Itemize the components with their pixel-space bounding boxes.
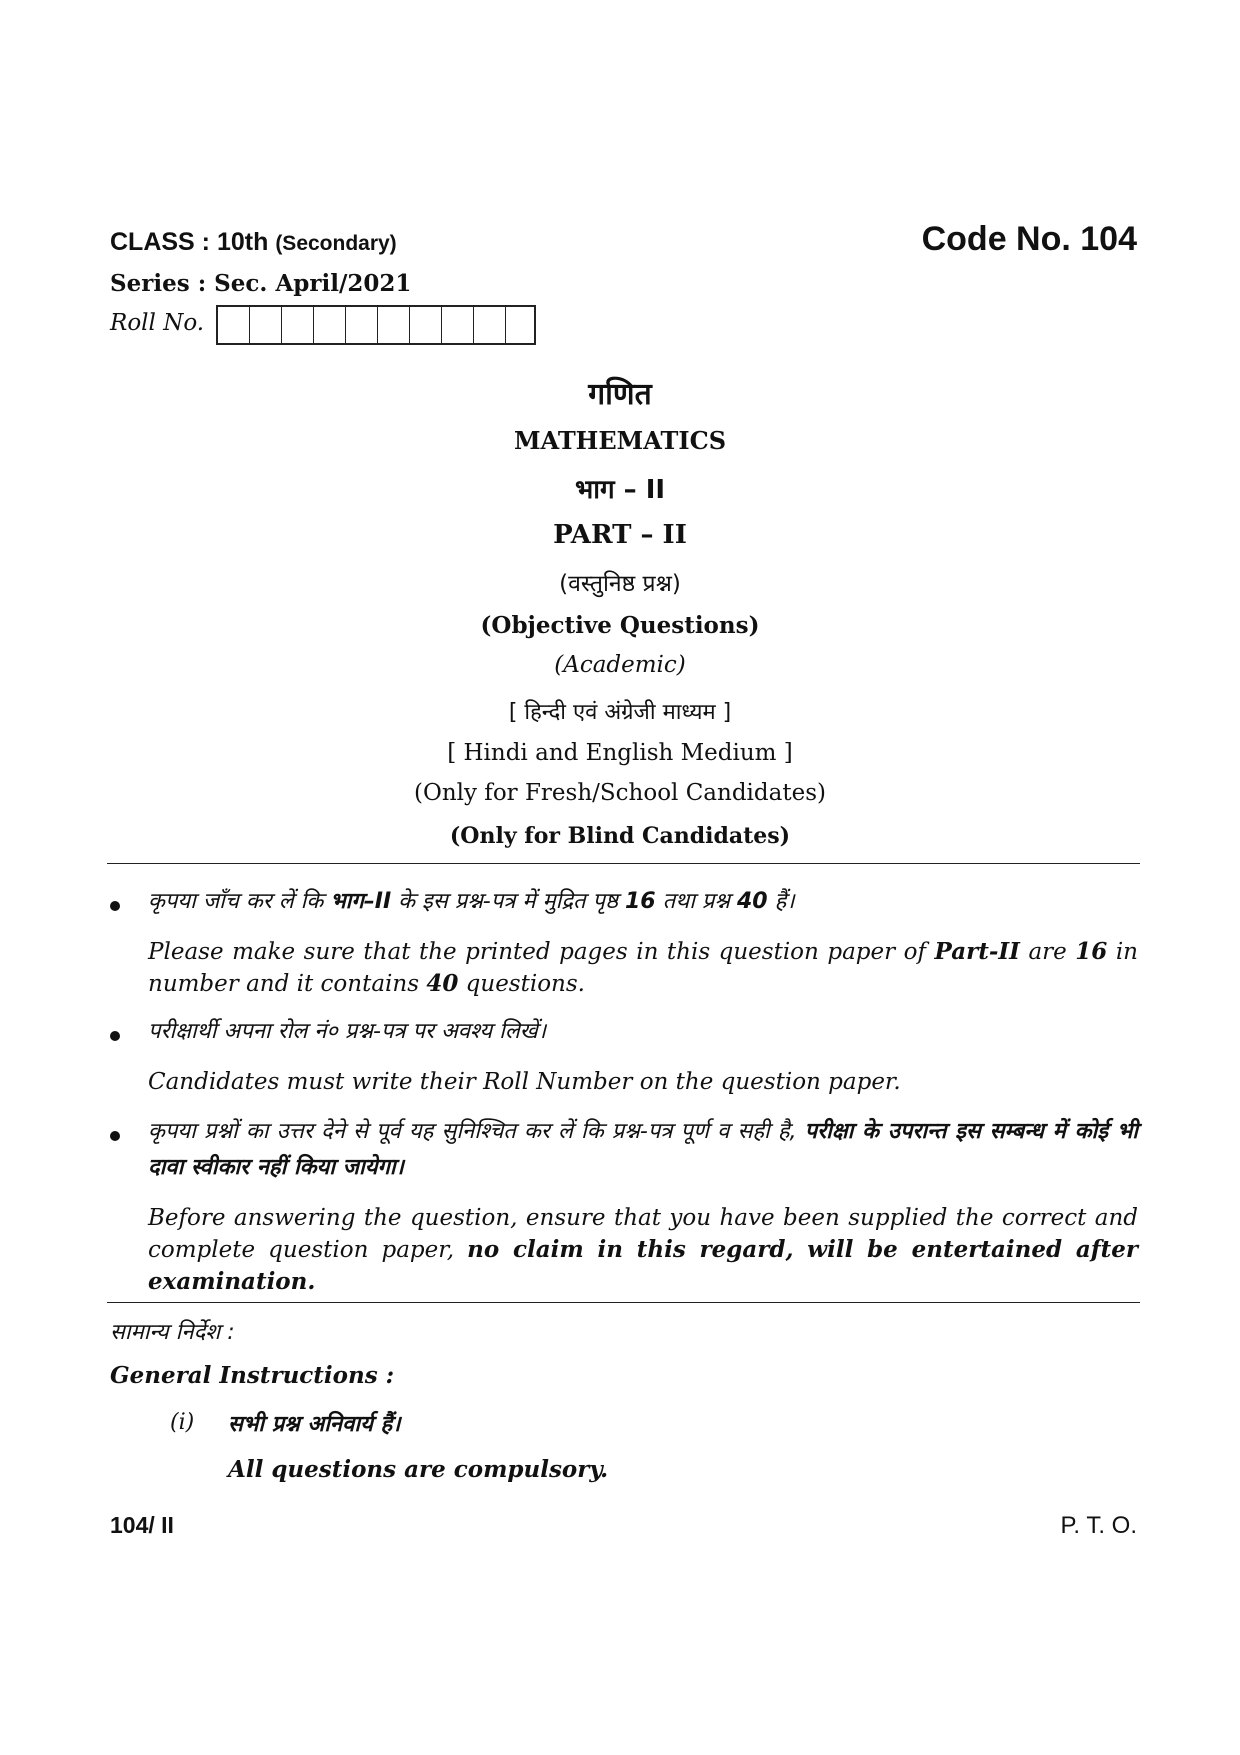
roll-box[interactable] — [378, 307, 410, 343]
note-2-hindi: परीक्षार्थी अपना रोल नं० प्रश्न-पत्र पर अवश्य लिखें। — [148, 1019, 547, 1044]
note-1-english: Please make sure that the printed pages in this question paper of Part-II are 16 in number and it contains 40 questions. — [148, 938, 1138, 997]
subject-title: MATHEMATICS — [513, 426, 727, 455]
roll-number-label: Roll No. — [110, 310, 205, 336]
stream-label: (Academic) — [554, 652, 686, 678]
roll-box[interactable] — [218, 307, 250, 343]
roll-box[interactable] — [474, 307, 506, 343]
roll-box[interactable] — [282, 307, 314, 343]
series-label: Series : Sec. April/2021 — [110, 270, 412, 297]
instruction-hindi: सभी प्रश्न अनिवार्य हैं। — [228, 1412, 401, 1437]
hindi-subject-title: गणित — [588, 377, 652, 412]
roll-box[interactable] — [346, 307, 378, 343]
footer-code: 104/ II — [110, 1512, 174, 1538]
medium-label: [ Hindi and English Medium ] — [447, 740, 793, 766]
candidates-label: (Only for Fresh/School Candidates) — [414, 780, 826, 806]
instruction-number: (i) — [170, 1410, 195, 1435]
note-2-english: Candidates must write their Roll Number on the question paper. — [148, 1069, 901, 1095]
hindi-part-title: भाग – II — [574, 475, 666, 505]
note-1-hindi: कृपया जाँच कर लें कि भाग–II के इस प्रश्न-पत्र में मुद्रित पृष्ठ 16 तथा प्रश्न 40 हैं। — [148, 889, 795, 914]
roll-box[interactable] — [506, 307, 534, 343]
class-sub-label: (Secondary) — [275, 232, 397, 255]
class-label: CLASS : 10th (Secondary) — [110, 228, 397, 256]
hindi-medium-label: [ हिन्दी एवं अंग्रेजी माध्यम ] — [508, 700, 732, 725]
bullet-icon — [110, 901, 120, 911]
blind-candidates-label: (Only for Blind Candidates) — [449, 823, 791, 849]
note-3-hindi: कृपया प्रश्नों का उत्तर देने से पूर्व यह सुनिश्चित कर लें कि प्रश्न-पत्र पूर्ण व सही है, परीक्षा के उपरान्त इस सम्बन्ध में कोई भी दावा स्वीकार नहीं किया जायेगा। — [148, 1119, 1138, 1180]
please-turn-over: P. T. O. — [1060, 1512, 1137, 1539]
part-title: PART – II — [553, 520, 687, 550]
general-instructions-heading: General Instructions : — [110, 1362, 395, 1389]
roll-box[interactable] — [410, 307, 442, 343]
question-type: (Objective Questions) — [480, 612, 760, 639]
roll-box[interactable] — [442, 307, 474, 343]
roll-number-boxes[interactable] — [216, 305, 536, 345]
note-3-english: Before answering the question, ensure that you have been supplied the correct and complete question paper, no claim in this regard, will be entertained after examination. — [148, 1205, 1138, 1295]
roll-box[interactable] — [314, 307, 346, 343]
bullet-icon — [110, 1131, 120, 1141]
hindi-general-instructions-heading: सामान्य निर्देश : — [110, 1320, 235, 1345]
code-number: Code No. 104 — [921, 220, 1137, 258]
divider — [107, 1302, 1140, 1303]
bullet-icon — [110, 1031, 120, 1041]
roll-box[interactable] — [250, 307, 282, 343]
instruction-english: All questions are compulsory. — [228, 1456, 609, 1483]
divider — [107, 863, 1140, 864]
hindi-question-type: (वस्तुनिष्ठ प्रश्न) — [559, 571, 681, 597]
